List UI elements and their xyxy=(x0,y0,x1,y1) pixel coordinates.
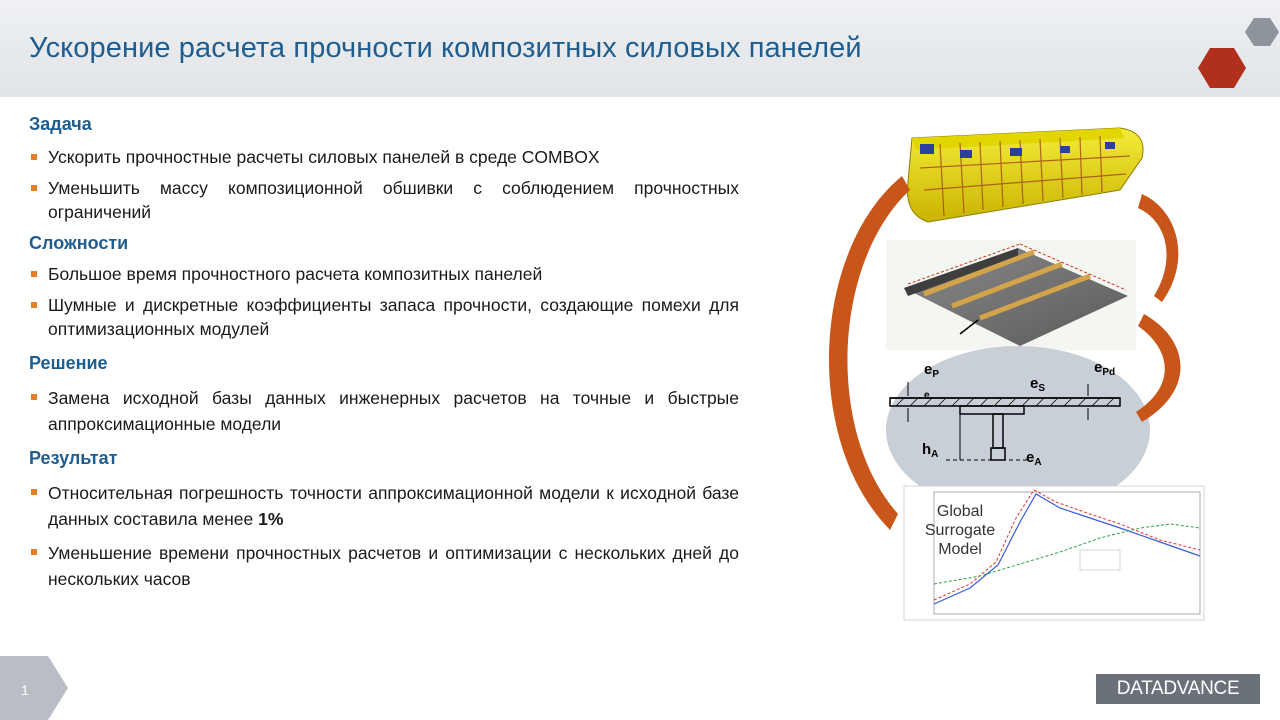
bullet-result-2: Уменьшение времени прочностных расчетов и оптимизации с нескольких дней до нескольких часов xyxy=(29,540,739,592)
label-e-pd: $e_{Pd}$ xyxy=(1094,359,1116,378)
bullet-difficulties-2: Шумные и дискретные коэффициенты запаса прочности, создающие помехи для оптимизационных модулей xyxy=(29,293,739,341)
label-e-p: $e_P$ xyxy=(924,361,940,380)
stiffened-panel-image xyxy=(886,240,1136,350)
bullet-solution-1: Замена исходной базы данных инженерных расчетов на точные и быстрые аппроксимационные модели xyxy=(29,385,739,437)
datadvance-logo: DATADVANCE xyxy=(1096,674,1260,704)
gray-hexagon xyxy=(1245,18,1279,46)
red-hexagon xyxy=(1198,48,1246,88)
decorative-hexagons xyxy=(1190,12,1280,97)
content-text xyxy=(29,112,739,592)
chart-caption-line3: Model xyxy=(938,541,982,558)
bullet-result-1 xyxy=(29,480,739,532)
label-e-small: e xyxy=(924,390,930,401)
section-heading-result: Результат xyxy=(29,448,118,468)
bullet-task-1: Ускорить прочностные расчеты силовых панелей в среде COMBOX xyxy=(29,145,739,169)
chart-caption-line2: Surrogate xyxy=(924,522,996,539)
label-e-s: $e_S$ xyxy=(1030,375,1046,394)
accuracy-value: 1% xyxy=(258,509,284,529)
chart-caption-line1: Global xyxy=(936,503,984,520)
label-h-a: $h_A$ xyxy=(922,441,939,460)
section-heading-task: Задача xyxy=(29,114,92,134)
bullet-result-1-text: Относительная погрешность точности аппроксимационной модели к исходной базе данных составила менее xyxy=(48,483,739,529)
slide-title: Ускорение расчета прочности композитных силовых панелей xyxy=(29,32,862,64)
bullet-task-2: Уменьшить массу композиционной обшивки с соблюдением прочностных ограничений xyxy=(29,176,739,224)
section-heading-difficulties: Сложности xyxy=(29,233,129,253)
fuselage-model-image xyxy=(907,128,1143,222)
section-heading-solution: Решение xyxy=(29,353,108,373)
label-e-a: $e_A$ xyxy=(1026,449,1042,468)
page-number-tab xyxy=(0,656,70,720)
bullet-difficulties-1: Большое время прочностного расчета композитных панелей xyxy=(29,262,739,286)
illustration xyxy=(820,110,1220,630)
page-number: 1 xyxy=(21,682,29,698)
